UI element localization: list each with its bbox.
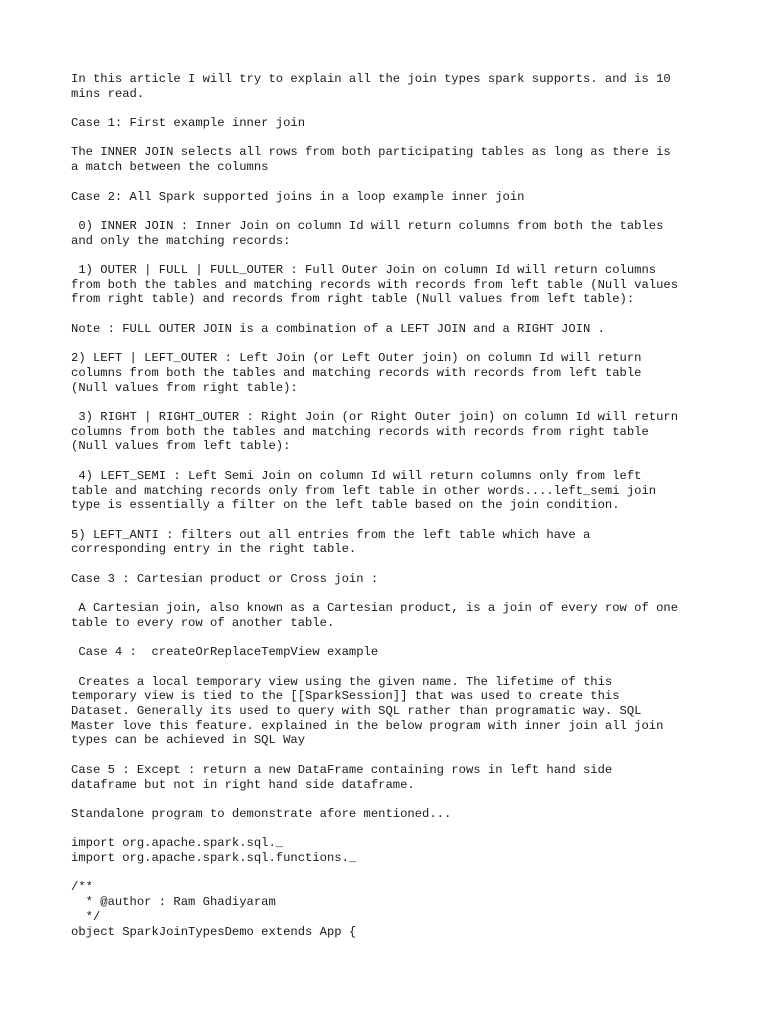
join-type-left-anti: 5) LEFT_ANTI : filters out all entries from the left table which have a corresponding entry in the right table. [71, 527, 591, 557]
join-type-full-outer: 1) OUTER | FULL | FULL_OUTER : Full Outer Join on column Id will return columns from both the tables and matching records with records from left table (Null values from right table) and records from right table (Null values from left table): [71, 263, 679, 307]
case-2-heading: Case 2: All Spark supported joins in a loop example inner join [71, 189, 525, 204]
intro-paragraph: In this article I will try to explain all the join types spark supports. and is 10 mins read. [71, 72, 671, 101]
cartesian-description: A Cartesian join, also known as a Cartesian product, is a join of every row of one table to every row of another table. [71, 601, 679, 630]
full-outer-note: Note : FULL OUTER JOIN is a combination of a LEFT JOIN and a RIGHT JOIN . [71, 321, 605, 336]
code-line-import: import org.apache.spark.sql.functions._ [71, 851, 357, 865]
temp-view-description: Creates a local temporary view using the given name. The lifetime of this temporary view is tied to the [[SparkSession]] that was used to create this Dataset. Generally its used to query with SQL rather than programatic way. SQL Master love this feature. explained in the below program with inner join all join types can be achieved in SQL Way [71, 674, 664, 748]
imports-block [71, 836, 711, 865]
case-4-heading: Case 4 : createOrReplaceTempView example [71, 645, 379, 660]
code-block-object [71, 880, 711, 939]
code-line-import: import org.apache.spark.sql._ [71, 836, 284, 851]
code-line-object-decl: object SparkJoinTypesDemo extends App { [71, 924, 357, 939]
case-3-heading: Case 3 : Cartesian product or Cross join : [71, 571, 379, 586]
case-1-heading: Case 1: First example inner join [71, 116, 306, 131]
inner-join-description: The INNER JOIN selects all rows from both participating tables as long as there is a match between the columns [71, 145, 671, 175]
document-body [71, 72, 711, 939]
code-line-comment: * @author : Ram Ghadiyaram [71, 895, 276, 910]
standalone-program-intro: Standalone program to demonstrate afore mentioned... [71, 806, 452, 821]
code-line-comment: */ [71, 909, 101, 924]
case-5-description: Case 5 : Except : return a new DataFrame containing rows in left hand side dataframe but not in right hand side dataframe. [71, 762, 613, 792]
join-type-inner: 0) INNER JOIN : Inner Join on column Id will return columns from both the tables and only the matching records: [71, 218, 664, 248]
join-type-right-outer: 3) RIGHT | RIGHT_OUTER : Right Join (or Right Outer join) on column Id will return columns from both the tables and matching records with records from right table (Null values from left table): [71, 410, 679, 454]
join-type-left-semi: 4) LEFT_SEMI : Left Semi Join on column Id will return columns only from left table and matching records only from left table in other words....left_semi join type is essentially a filter on the left table based on the join condition. [71, 468, 657, 513]
code-line-comment: /** [71, 880, 93, 895]
join-type-left-outer: 2) LEFT | LEFT_OUTER : Left Join (or Left Outer join) on column Id will return columns from both the tables and matching records with records from left table (Null values from right table): [71, 351, 642, 395]
